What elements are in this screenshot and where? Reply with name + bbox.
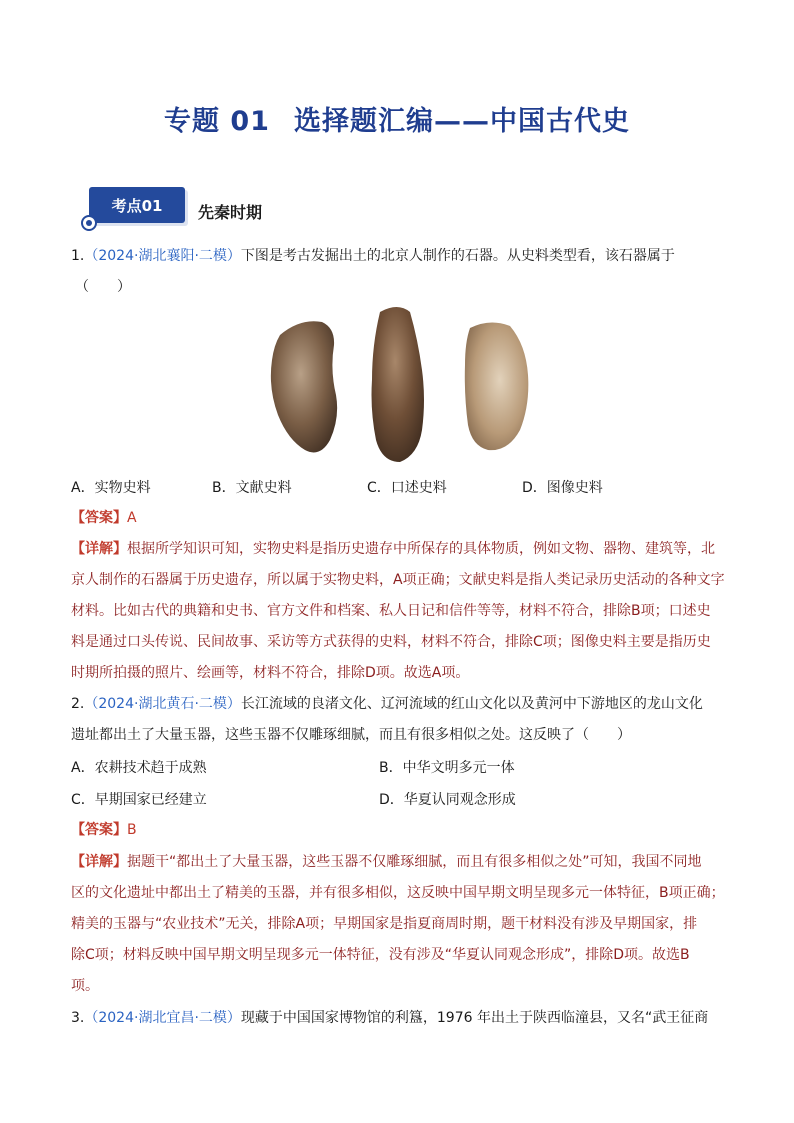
q2-stem-line1 bbox=[71, 694, 703, 714]
q1-answer-tag: 【答案】 bbox=[71, 510, 127, 526]
q1-option-b: B．文献史料 bbox=[212, 480, 292, 496]
q1-detail-line5: 时期所拍摄的照片、绘画等，材料不符合，排除D项。故选A项。 bbox=[71, 665, 470, 681]
stone-tool-3 bbox=[465, 322, 529, 450]
q1-number: 1. bbox=[71, 248, 85, 264]
badge-dot-icon bbox=[81, 215, 97, 231]
q1-option-c: C．口述史料 bbox=[367, 480, 447, 496]
q2-detail-tag: 【详解】 bbox=[71, 854, 127, 870]
section-badge bbox=[89, 187, 185, 223]
q3-stem1: 现藏于中国国家博物馆的利簋，1976 年出土于陕西临潼县，又名“武王征商 bbox=[240, 1010, 709, 1026]
stone-tool-2 bbox=[372, 307, 425, 462]
page-title bbox=[0, 99, 794, 138]
q1-detail-line4: 料是通过口头传说、民间故事、采访等方式获得的史料，材料不符合，排除C项；图像史料主要是指历史 bbox=[71, 634, 711, 650]
q1-detail-text1: 根据所学知识可知，实物史料是指历史遗存中所保存的具体物质，例如文物、器物、建筑等，北 bbox=[127, 541, 715, 557]
title-part2: 选择题汇编——中国古代史 bbox=[293, 106, 630, 137]
stone-tools-image bbox=[250, 300, 540, 465]
stone-tools-illustration bbox=[250, 300, 540, 465]
q1-source: （2024·湖北襄阳·二模） bbox=[84, 248, 241, 264]
q2-source: （2024·湖北黄石·二模） bbox=[84, 696, 241, 712]
q2-detail-line5: 项。 bbox=[71, 978, 99, 994]
q3-number: 3. bbox=[71, 1010, 85, 1026]
q2-detail-line1 bbox=[71, 852, 702, 872]
q2-option-b: B．中华文明多元一体 bbox=[379, 760, 515, 776]
q3-stem-line1 bbox=[71, 1008, 708, 1028]
stone-tool-1 bbox=[271, 321, 337, 452]
q1-detail-line1 bbox=[71, 539, 715, 559]
q1-detail-tag: 【详解】 bbox=[71, 541, 127, 557]
q2-answer-value: B bbox=[127, 822, 137, 838]
q1-detail-line3: 材料。比如古代的典籍和史书、官方文件和档案、私人日记和信件等等，材料不符合，排除B项；口述史 bbox=[71, 603, 711, 619]
q1-detail-line2: 京人制作的石器属于历史遗存，所以属于实物史料，A项正确；文献史料是指人类记录历史活动的各种文字 bbox=[71, 572, 725, 588]
q1-option-a: A．实物史料 bbox=[71, 480, 151, 496]
q1-stem-line2: （ ） bbox=[75, 279, 131, 295]
q1-stem1: 下图是考古发掘出土的北京人制作的石器。从史料类型看，该石器属于 bbox=[240, 248, 675, 264]
section-badge-label: 考点01 bbox=[111, 197, 163, 215]
q2-detail-line4: 除C项；材料反映中国早期文明呈现多元一体特征，没有涉及“华夏认同观念形成”，排除D项。故选B bbox=[71, 947, 690, 963]
q2-option-c: C．早期国家已经建立 bbox=[71, 792, 207, 808]
q1-option-d: D．图像史料 bbox=[522, 480, 603, 496]
section-title: 先秦时期 bbox=[198, 203, 263, 222]
q2-answer-tag: 【答案】 bbox=[71, 822, 127, 838]
q2-stem1: 长江流域的良渚文化、辽河流域的红山文化以及黄河中下游地区的龙山文化 bbox=[240, 696, 703, 712]
q2-detail-text1: 据题干“都出土了大量玉器，这些玉器不仅雕琢细腻，而且有很多相似之处”可知，我国不同地 bbox=[127, 854, 702, 870]
q2-answer bbox=[71, 820, 137, 840]
q2-detail-line2: 区的文化遗址中都出土了精美的玉器，并有很多相似，这反映中国早期文明呈现多元一体特征，B项正确； bbox=[71, 885, 725, 901]
q2-option-a: A．农耕技术趋于成熟 bbox=[71, 760, 207, 776]
q2-stem-line2: 遗址都出土了大量玉器，这些玉器不仅雕琢细腻，而且有很多相似之处。这反映了（ ） bbox=[71, 727, 631, 743]
q1-stem-line1 bbox=[71, 246, 675, 266]
title-part1: 专题 01 bbox=[164, 106, 270, 137]
q2-option-d: D．华夏认同观念形成 bbox=[379, 792, 516, 808]
q2-number: 2. bbox=[71, 696, 85, 712]
q2-detail-line3: 精美的玉器与“农业技术”无关，排除A项；早期国家是指夏商周时期，题干材料没有涉及早期国家，排 bbox=[71, 916, 698, 932]
q1-answer-value: A bbox=[127, 510, 137, 526]
q3-source: （2024·湖北宜昌·二模） bbox=[84, 1010, 241, 1026]
q1-answer bbox=[71, 508, 137, 528]
